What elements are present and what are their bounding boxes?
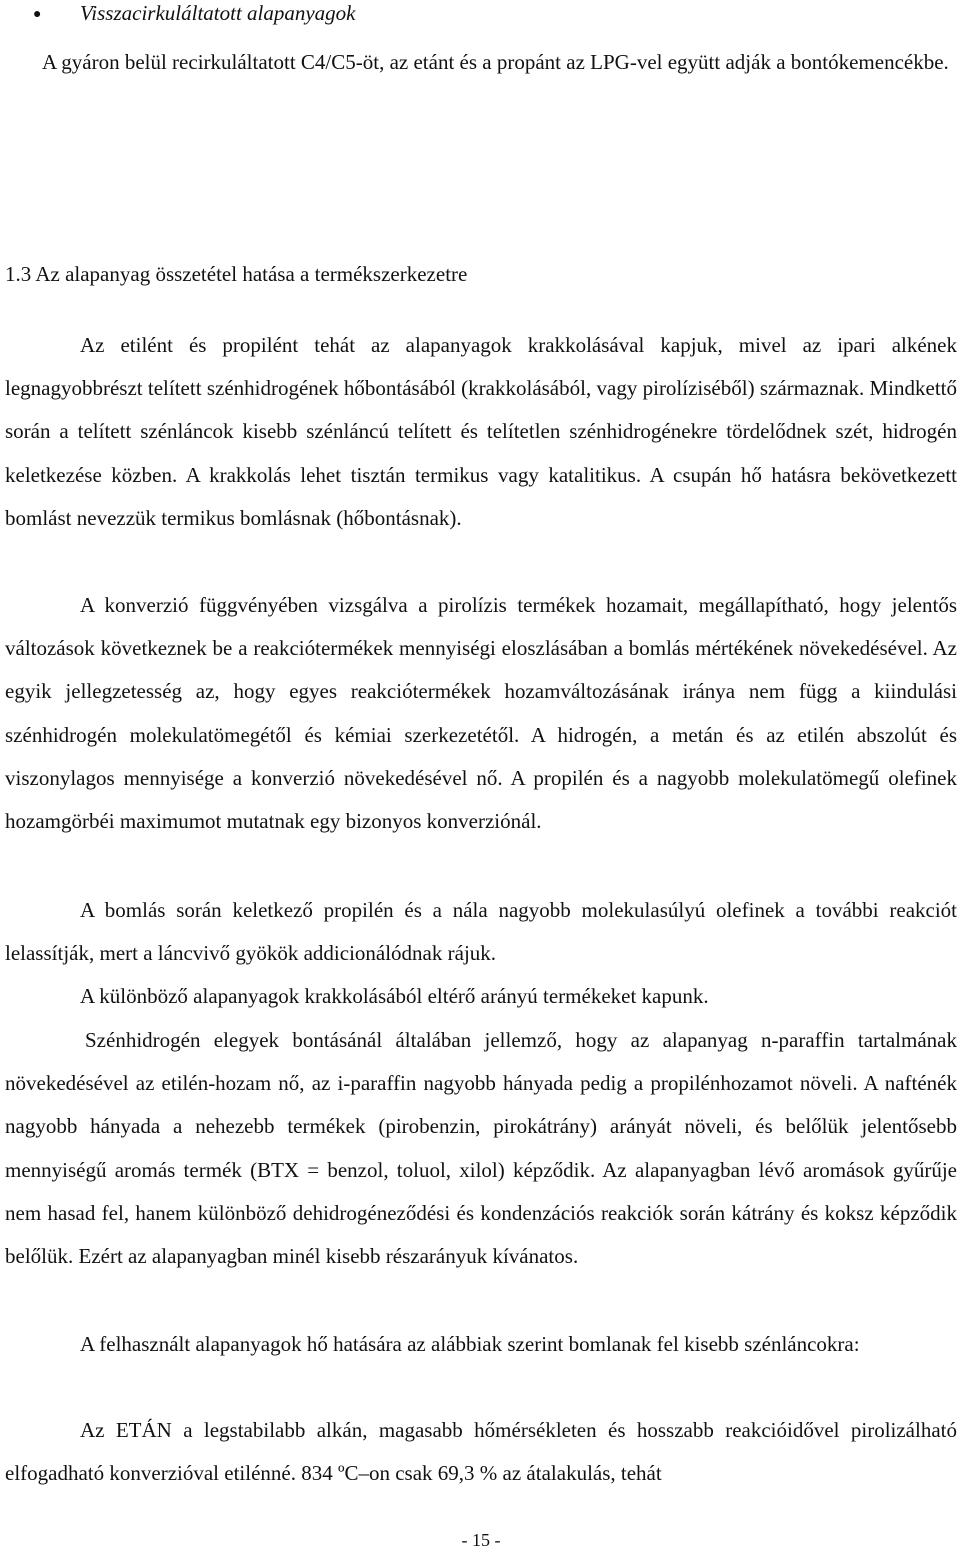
page-number: - 15 - [461, 1530, 501, 1550]
bullet-item-text: A gyáron belül recirkuláltatott C4/C5-öt, az etánt és a propánt az LPG-vel együtt adják a bontókemencékbe. [42, 50, 949, 74]
paragraph-decomposition-intro: A felhasznált alapanyagok hő hatására az alábbiak szerint bomlanak fel kisebb szénláncokra: [80, 1332, 860, 1356]
bullet-icon: ● [33, 7, 42, 22]
paragraph-hydrocarbon-mixtures: Szénhidrogén elegyek bontásánál általában jellemző, hogy az alapanyag n-paraffin tartalmának növekedésével az etilén-hozam nő, az i-paraffin nagyobb hányada pedig a propilénhozamot növeli. A nafténék nagyobb hányada a nehezebb termékek (pirobenzin, pirokátrány) arányát növeli, és belőlük jelentősebb mennyiségű aromás termék (BTX = benzol, toluol, xilol) képződik. Az alapanyagban lévő aromások gyűrűje nem hasad fel, hanem különböző dehidrogéneződési és kondenzációs reakciók során kátrány és koksz képződik belőlük. Ezért az alapanyagban minél kisebb részarányuk kívánatos. [5, 1028, 957, 1269]
paragraph-cracking-intro: Az etilént és propilént tehát az alapanyagok krakkolásával kapjuk, mivel az ipari alkének legnagyobbrészt telített szénhidrogének hőbontásából (krakkolásából, vagy pirolíziséből) származnak. Mindkettő során a telített szénláncok kisebb szénláncú telített és telítetlen szénhidrogénekre tördelődnek szét, hidrogén keletkezése közben. A krakkolás lehet tisztán termikus vagy katalitikus. A csupán hő hatásra bekövetkezett bomlást nevezzük termikus bomlásnak (hőbontásnak). [5, 333, 957, 530]
section-heading: 1.3 Az alapanyag összetétel hatása a termékszerkezetre [5, 262, 468, 286]
paragraph-ethane: Az ETÁN a legstabilabb alkán, magasabb hőmérsékleten és hosszabb reakcióidővel pirolizálható elfogadható konverzióval etilénné. 834 ºC–on csak 69,3 % az átalakulás, tehát [5, 1418, 957, 1486]
bullet-list-item [33, 0, 957, 32]
paragraph-conversion-yields: A konverzió függvényében vizsgálva a pirolízis termékek hozamait, megállapítható, hogy jelentős változások következnek be a reakciótermékek mennyiségi eloszlásában a bomlás mértékének növekedésével. Az egyik jellegzetesség az, hogy egyes reakciótermékek hozamváltozásának iránya nem függ a kiindulási szénhidrogén molekulatömegétől és kémiai szerkezetétől. A hidrogén, a metán és az etilén abszolút és viszonylagos mennyisége a konverzió növekedésével nő. A propilén és a nagyobb molekulatömegű olefinek hozamgörbéi maximumot mutatnak egy bizonyos konverziónál. [5, 593, 957, 834]
bullet-item-title: Visszacirkuláltatott alapanyagok [80, 1, 356, 25]
paragraph-propylene-olefins: A bomlás során keletkező propilén és a nála nagyobb molekulasúlyú olefinek a további reakciót lelassítják, mert a láncvivő gyökök addicionálódnak rájuk. [5, 898, 957, 966]
paragraph-feedstock-products: A különböző alapanyagok krakkolásából eltérő arányú termékeket kapunk. [80, 984, 709, 1008]
